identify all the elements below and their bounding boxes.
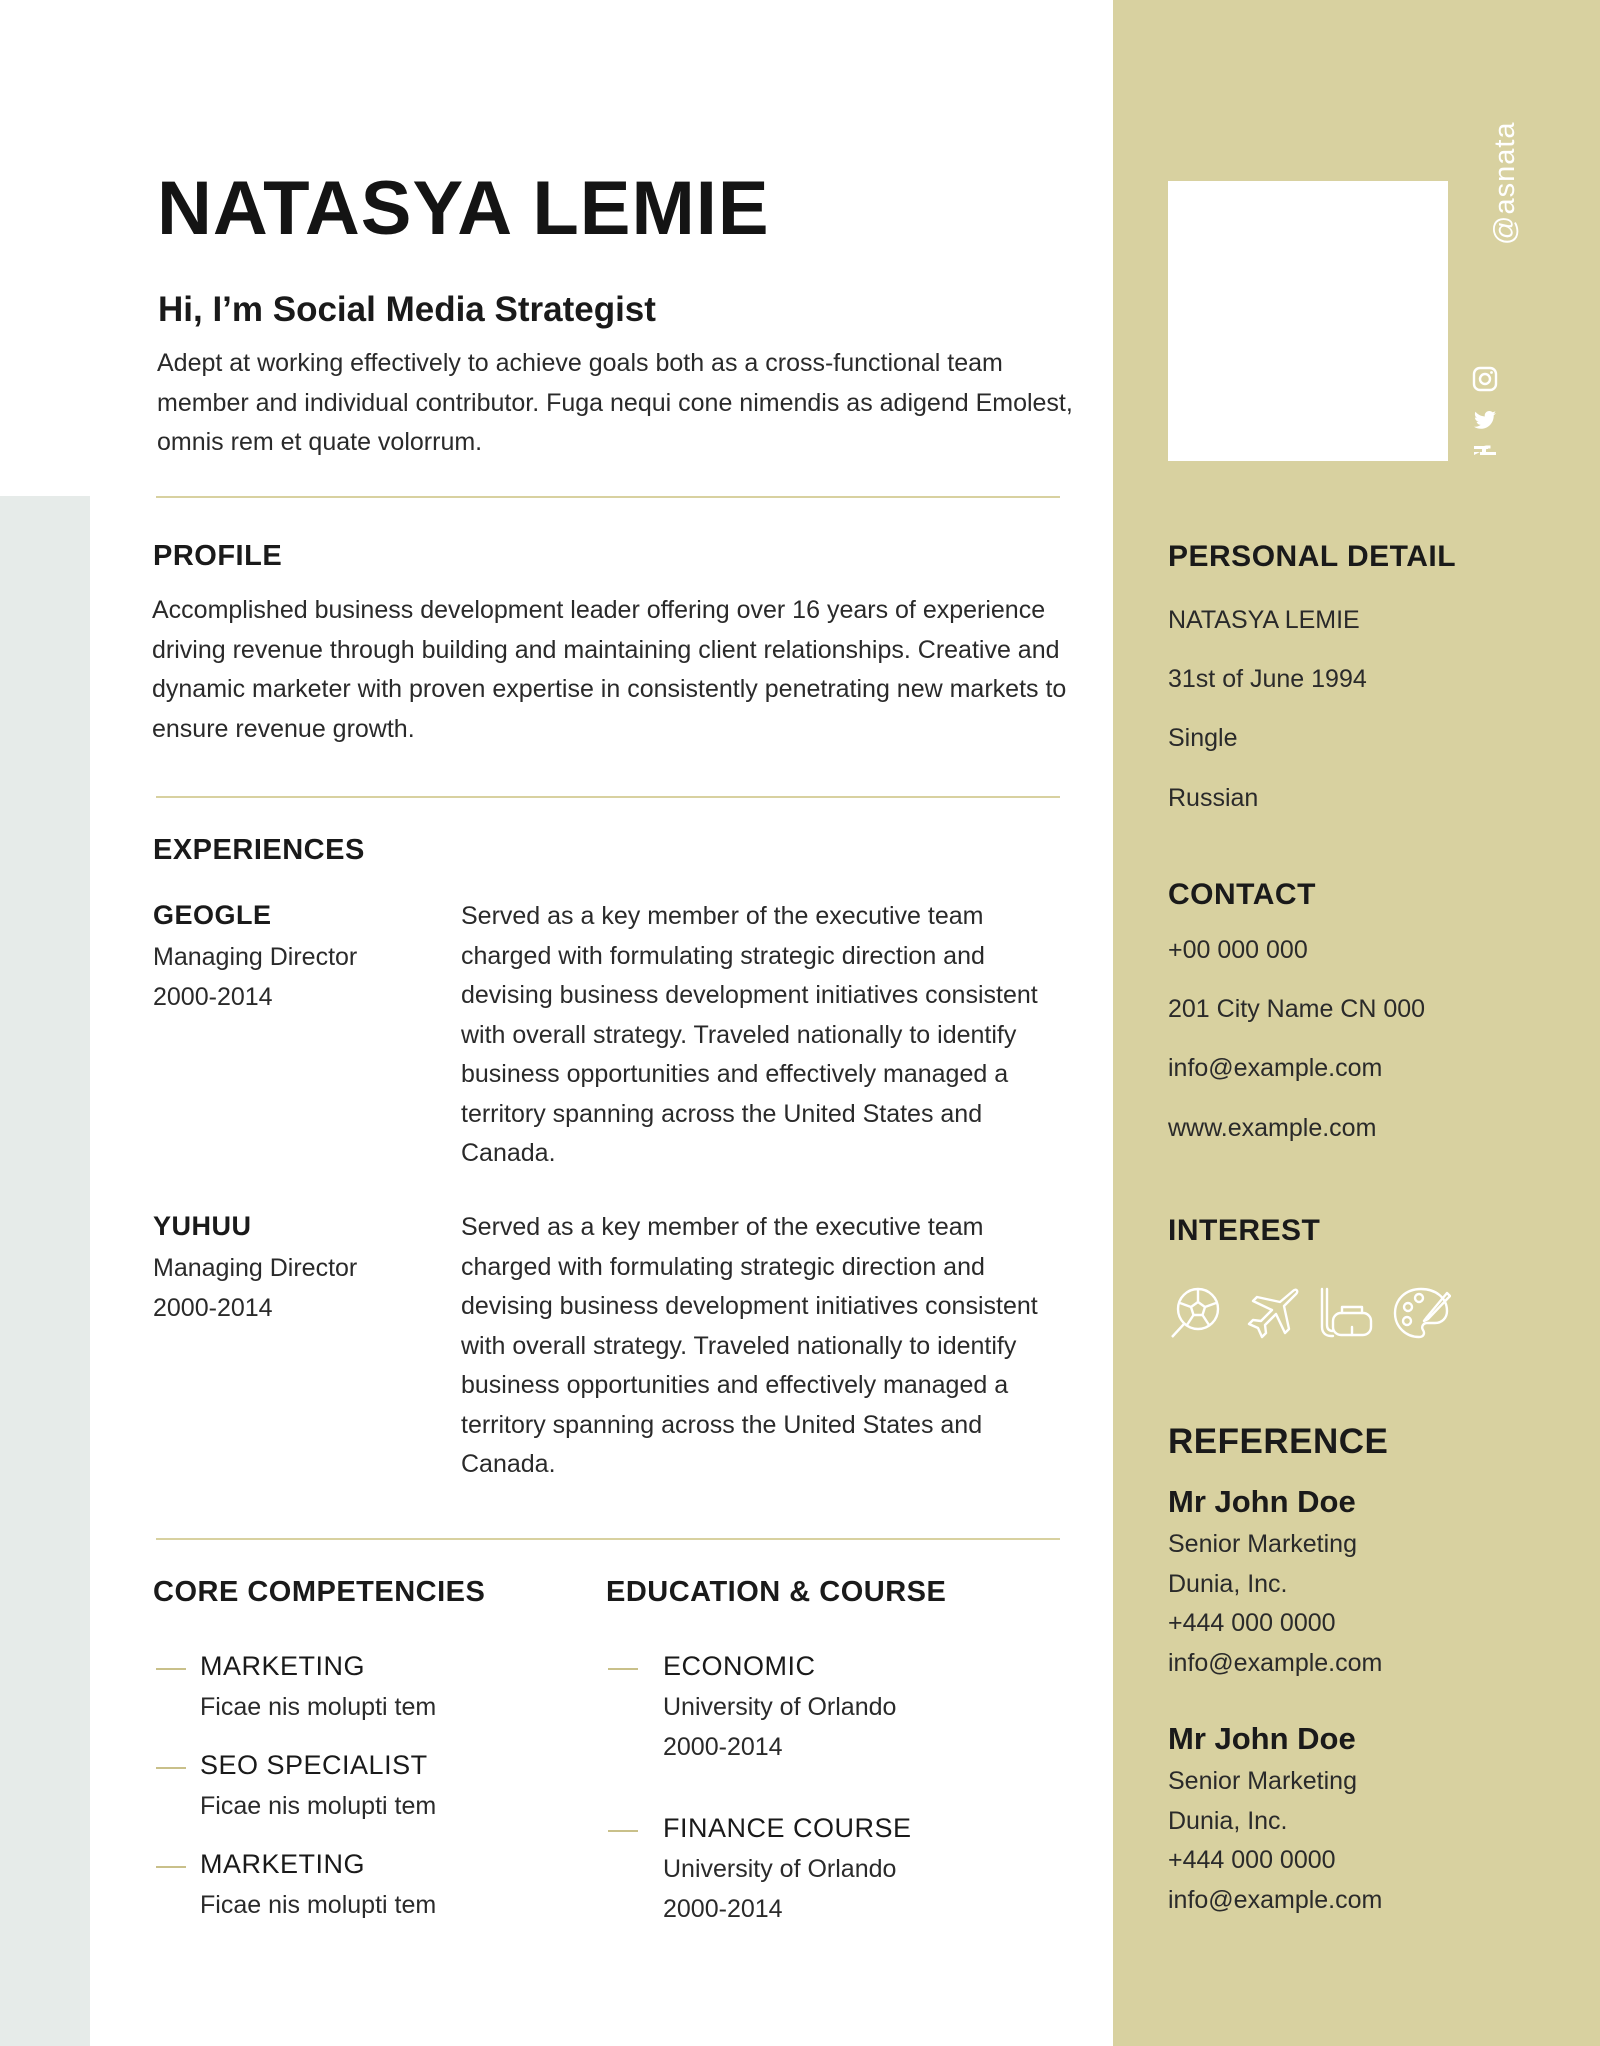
- facebook-icon[interactable]: [1471, 440, 1499, 468]
- divider: [156, 796, 1060, 798]
- paint-palette-icon: [1391, 1283, 1451, 1343]
- reference-name: Mr John Doe: [1168, 1484, 1356, 1519]
- personal-nationality: Russian: [1168, 784, 1259, 812]
- education-heading: EDUCATION & COURSE: [606, 1576, 947, 1608]
- snorkel-mask-icon: [1316, 1283, 1376, 1343]
- contact-address: 201 City Name CN 000: [1168, 995, 1426, 1023]
- left-decorative-strip: [0, 496, 90, 2046]
- competency-sub: Ficae nis molupti tem: [200, 1693, 437, 1721]
- experiences-heading: EXPERIENCES: [153, 834, 365, 866]
- reference-phone[interactable]: +444 000 0000: [1168, 1609, 1336, 1637]
- contact-email[interactable]: info@example.com: [1168, 1054, 1383, 1082]
- list-dash: [156, 1866, 186, 1868]
- experience-description: Served as a key member of the executive team charged with formulating strategic direction and devising business development initiatives consistent with overall strategy. Traveled nationally to identify business opportunities and effectively managed a territory spanning across the United States and Canada.: [461, 902, 1038, 1167]
- reference-name: Mr John Doe: [1168, 1721, 1356, 1756]
- education-years: 2000-2014: [663, 1733, 783, 1761]
- education-years: 2000-2014: [663, 1895, 783, 1923]
- soccer-ball-icon: [1166, 1283, 1226, 1343]
- education-school: University of Orlando: [663, 1693, 897, 1721]
- education-title: ECONOMIC: [663, 1651, 816, 1681]
- experience-years: 2000-2014: [153, 1294, 273, 1322]
- competency-sub: Ficae nis molupti tem: [200, 1891, 437, 1919]
- contact-website[interactable]: www.example.com: [1168, 1114, 1377, 1142]
- candidate-name: NATASYA LEMIE: [157, 166, 770, 251]
- experience-role: Managing Director: [153, 1254, 358, 1282]
- twitter-icon[interactable]: [1471, 406, 1499, 434]
- education-school: University of Orlando: [663, 1855, 897, 1883]
- social-handle: @asnata: [1489, 121, 1521, 245]
- tagline: Hi, I’m Social Media Strategist: [158, 290, 656, 329]
- reference-company: Dunia, Inc.: [1168, 1570, 1288, 1598]
- competencies-heading: CORE COMPETENCIES: [153, 1576, 486, 1608]
- competency-title: SEO SPECIALIST: [200, 1750, 428, 1780]
- reference-title: Senior Marketing: [1168, 1767, 1357, 1795]
- competency-sub: Ficae nis molupti tem: [200, 1792, 437, 1820]
- experience-role: Managing Director: [153, 943, 358, 971]
- reference-email[interactable]: info@example.com: [1168, 1886, 1383, 1914]
- contact-heading: CONTACT: [1168, 878, 1316, 911]
- experience-company: GEOGLE: [153, 900, 272, 930]
- intro-text: Adept at working effectively to achieve goals both as a cross-functional team member and individual contributor. Fuga nequi cone nimendis as adigend Emolest, omnis rem et quate volorrum.: [157, 349, 1073, 456]
- profile-photo-placeholder: [1168, 181, 1448, 461]
- personal-name: NATASYA LEMIE: [1168, 606, 1360, 634]
- competency-title: MARKETING: [200, 1849, 366, 1879]
- list-dash: [156, 1668, 186, 1670]
- reference-title: Senior Marketing: [1168, 1530, 1357, 1558]
- divider: [156, 1538, 1060, 1540]
- contact-phone[interactable]: +00 000 000: [1168, 936, 1308, 964]
- education-title: FINANCE COURSE: [663, 1813, 912, 1843]
- experience-years: 2000-2014: [153, 983, 273, 1011]
- experience-company: YUHUU: [153, 1211, 252, 1241]
- interest-heading: INTEREST: [1168, 1214, 1321, 1247]
- profile-heading: PROFILE: [153, 540, 283, 572]
- divider: [156, 496, 1060, 498]
- personal-status: Single: [1168, 724, 1238, 752]
- list-dash: [156, 1767, 186, 1769]
- instagram-icon[interactable]: [1471, 365, 1499, 393]
- airplane-icon: [1241, 1283, 1301, 1343]
- reference-company: Dunia, Inc.: [1168, 1807, 1288, 1835]
- profile-text: Accomplished business development leader offering over 16 years of experience driving revenue through building and maintaining client relationships. Creative and dynamic marketer with proven expertise in consistently penetrating new markets to ensure revenue growth.: [152, 596, 1067, 743]
- experience-description: Served as a key member of the executive team charged with formulating strategic direction and devising business development initiatives consistent with overall strategy. Traveled nationally to identify business opportunities and effectively managed a territory spanning across the United States and Canada.: [461, 1213, 1038, 1478]
- personal-birthdate: 31st of June 1994: [1168, 665, 1367, 693]
- competency-title: MARKETING: [200, 1651, 366, 1681]
- list-dash: [608, 1830, 638, 1832]
- reference-email[interactable]: info@example.com: [1168, 1649, 1383, 1677]
- reference-phone[interactable]: +444 000 0000: [1168, 1846, 1336, 1874]
- reference-heading: REFERENCE: [1168, 1422, 1389, 1461]
- list-dash: [608, 1668, 638, 1670]
- personal-heading: PERSONAL DETAIL: [1168, 540, 1457, 573]
